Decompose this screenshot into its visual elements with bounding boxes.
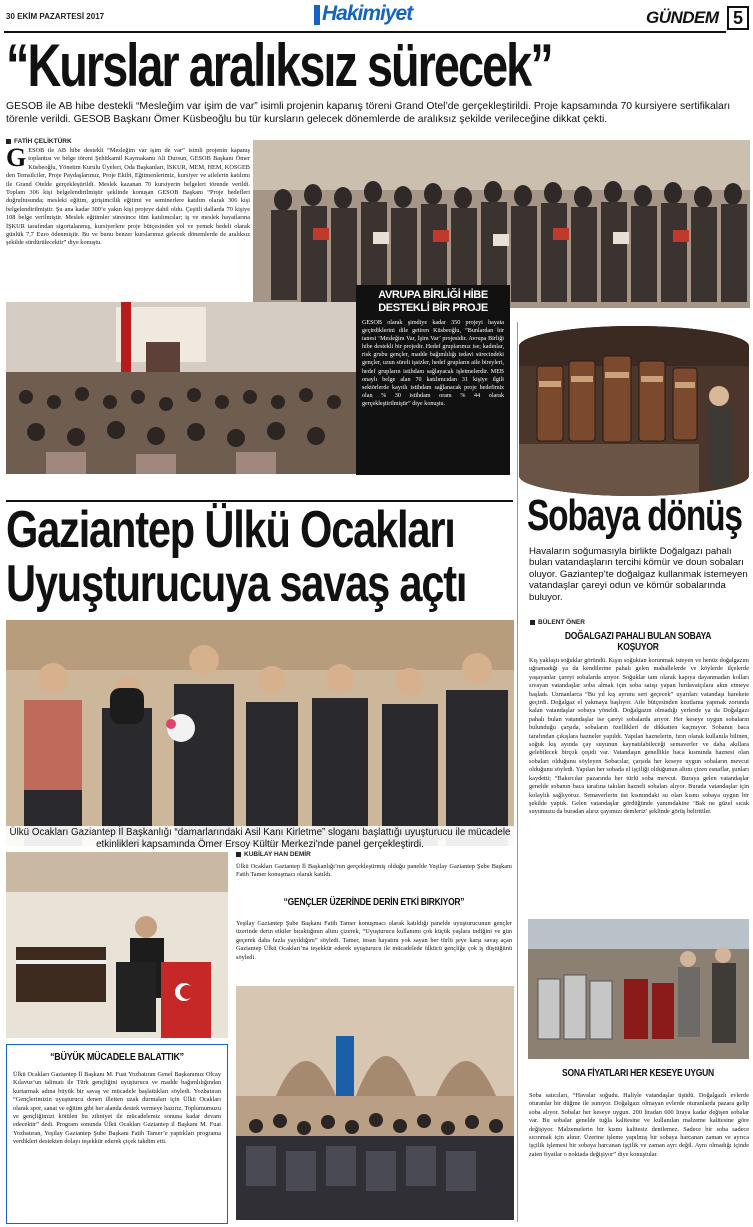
eu-box-body: GESOB olarak şimdiye kadar 350 projeyi hayata geçirdiklerini dile getiren Küsbeoğlu, “Bunlardan bir tanesi ‘Mesleğim Var, İşim Var’ projesidir. Avrupa Birliği hibe destekli bir projedir. Hedef gruplarımız ise; kadınlar, risk grubu gençler, madde bağımlılığı tedavi sürecindeki gençler, uzun süreli işsizler, hedef grupların aile bireyleri, hedef grupların istihdam sağlayacak işletmelerdir. MEB onaylı belge alan 70 katılımcıdan 31 kişiye ilgili sektörlerde kayıtlı istihdam sağlanacak proje hedefimiz olan % 30 istihdam oranı % 44 olarak gerçekleştirilmiştir” diye konuştu. [362, 320, 504, 407]
stoves-photo-illustration [519, 326, 749, 496]
eu-box-title: AVRUPA BİRLİĞİ HİBE DESTEKLİ BİR PROJE [378, 289, 488, 314]
newspaper-logo [314, 2, 418, 28]
big-fight-box-body: Ülkü Ocakları Gaziantep İl Başkanı M. Fuat Yozbatıran Genel Başkanımız Olcay Kılavuz’un talimatı ile Türk gençliğini uyuşturucu ve madde bağımlılığından kurtarmak adına büyük bir savaş ve mücadele başlattıkları söyledi. Yozbatıran “Gençlerimizin uyuşturucu denen illetten uzak durmaları için Ülkü Ocakları olarak spor, sanat ve eğitim gibi her alanda destek vermeye hazırız. Toplumumuzu ve gençliğimizi kötülen bu zihniyet ile mücadelemiz sonuna kadar devam edecektir” dedi. Program sonunda Ülkü Ocakları Gaziantep il Başkanı M. Fuat Yozbatıran, Yeşilay Gaziantep Şube Başkanı Fatih Tamer’e yaptıkları programa verdikleri destekten dolayı teşekkür ederek çiçek takdim etti. [13, 1071, 221, 1146]
story2-subhead: “GENÇLER ÜZERİNDE DERİN ETKİ BIRKIYOR” [283, 897, 465, 908]
story3-byline: BÜLENT ÖNER [530, 619, 585, 626]
stove-market-photo-illustration [528, 919, 749, 1059]
panel-speakers-photo [6, 620, 514, 846]
story2-caption: Ülkü Ocakları Gaziantep İl Başkanlığı “damarlarındaki Asil Kanı Kirletme” sloganı başlattığı uyuşturucu ile mücadele etkinlikleri kapsamında Ömer Ersoy Kültür Merkezi’nde panel gerçekleştirdi. [6, 826, 514, 851]
story3-body: Kış yaklaştı soğuklar göründü. Kışın soğuktan korunmak isteyen ve henüz doğalgazını uğramadığı ya da kendilerine pahalı gelen mahallelerde ve köylerde ilçelerde yaşayanlar çareyi sobalarda arıyor. Soğuklar tam olarak kapıya dayanmadan kolları sıvayan vatandaşlar soba almak için soba satışı yapan hırdavatçılara akın etmeye başladı. Uzmanlarca “Bu yıl kış ayrımı sert geçecek” uyarıları vatandaşı harekete geçirdi. Doğalgaz el yakmaya başlıyor. Aile bütçesinden kısıtlama yapmak zorunda kalan vatandaşlar sobaya yöneldi. Doğalgazın olmadığı yerlerde ya da Doğalgazı pahalı bulan vatandaşlar ise çareyi sobalarda arıyor. Her keseye uygun sobaların bulunduğu çarşıda, sobaların özellikleri de dikkatten kaçmıyor. Sobanın baca tarafından çıkışlara hazneler yapıldı. Yapılan haznelerin, fırın olarak kullanıla bilinen, soğuk kış ayında çay suyunun kaynatılabileceği semaverler ve daha akıllara gelebilecek birçok çeşidi var. Vatandaşın genellikle baca kısmında haznesi olan sobaları olduğunu söyleyen Sobacılar, çarşıda her keseye uygun sobaların mevcut olduğunu söyledi. Yapılan her sobada el işçiliği olduğunun altını çizen esnaflar, şunları kaydetti; “Bakırcılar pazarında her türlü soba mevcut. Buraya gelen vatandaşlar genelde sobanın baca tarafına takılan hazneli sobaları alıyor. Burada vatandaşlar için kolaylık sağlıyoruz. Semaverlerin üst kısmındaki su olan kısmı sobaya uygun bir şekilde yaptık. Gelen vatandaşlar gördüğünde yanımdakine ‘Bak ne güzel sıcak suyumuzu da buradan alırız çayımızı demleriz’ şeklinde görüş belirttiler. [529, 657, 749, 816]
story3-headline: Sobaya dönüş [527, 492, 742, 540]
audience-photo [6, 302, 356, 474]
story3-subhead2: SONA FİYATLARI HER KESEYE UYGUN [562, 1068, 714, 1079]
speaker-podium-photo [6, 852, 228, 1038]
column-divider [517, 322, 518, 1222]
story3-body2: Soba satıcıları, “Havalar soğudu. Haliyle vatandaşlar üşüdü. Doğalgazlı evlerde oturanlar bir düğme ile ısınıyor. Doğalgazı olmayan evlerde oturanlarda pazara gelip soba alıyor. Sobalar her keseye uygun. 200 liradan 600 liraya kadar değişen sobalar var. Bu sobalar genelde tuğla kalitesine ve kullanılan malzeme kalitesine göre değişiyor. Malzemelerin bir kısmı kalitesiz denilemez. Sadece bir soba sadece sıcınmak için alınır. Üzerine işleme yapılmış bir sobaya harcanan zaman ve ayrıca işçilik işlemesi bir sobaya harcanan işçilik ve zaman ayrı değil. Aynı olmadığı içinde zaten fiyatlar o noktada değişiyor” diye konuştular. [529, 1092, 749, 1158]
stove-market-photo [528, 919, 749, 1059]
story1-deck: GESOB ile AB hibe destekli “Mesleğim var işim de var” isimli projenin kapanış töreni Grand Otel’de gerçekleştirildi. Proje kapsamında 70 kursiyere sertifikaları törenle verildi. GESOB Başkanı Ömer Küsbeoğlu bu tür kursların gelecek dönemlerde de aralıksız şekilde verileceğine dikkat çekti. [6, 101, 731, 125]
byline-square-icon [6, 139, 11, 144]
byline-square-icon [530, 620, 535, 625]
logo-bar-icon [314, 5, 320, 25]
stoves-photo [519, 326, 749, 496]
eu-project-box [356, 285, 510, 475]
panel-speakers-photo-illustration [6, 620, 514, 846]
story2-intro: Ülkü Ocakları Gaziantep İl Başkanlığı’nın gerçekleştirmiş olduğu panelde Yeşilay Gaziantep Şube Başkanı Fatih Tamer konuşmacı olarak katıldı. [236, 863, 512, 879]
story3-deck: Havaların soğumasıyla birlikte Doğalgazı pahalı bulan vatandaşların tercihi kömür ve doun sobaları oluyor. Gaziantep’te doğalgaz kullanmak istemeyen vatandaşlar çareyi odun ve kömür sobalarında buluyor. [529, 546, 748, 603]
dropcap: G [6, 147, 27, 172]
story2-top-rule [6, 500, 513, 502]
story1-body: G ESOB ile AB hibe destekli “Mesleğim var işim de var” isimli projenin kapanış toplantısı ve belge töreni Şehitkamil Kaymakamı Ali Dursun, GESOB Başkanı Ömer Küsbeoğlu, Yönetim Kurulu Üyeleri, Oda Başkanları, İSKUR, MEM, HEM, KOSGEB den Temsilciler, Proje Paydaşlarımız, Proje Ekibi, Eğitmenlerimiz, kursiyer ve ailelerin katılımı ile Grand Otelde gerçekleştirildi. Meslek kazanan 70 kursiyerin belgeleri törende verildi. Toplam 306 kişi belgelendirilmiştir şeklinde konuşan GESOB Başkanı “Proje hedefleri doğrultusunda; mesleki eğitim, girişimcilik eğitimi ve seminerlere katılım olarak 306 kişi belgelendirilmiştir. Şu ana kadar 300’e yakın kişi projeye dahil oldu. Çeşitli dallarda 70 kişiye 108 belge verilmiştir. Meslek eğitimler süresince tüm katılımcılar; iş ve meslek hayatlarına İŞKUR tarafından sigortalanmış, kursiyerlere proje bütçesinden yol ve yemek bedeli olarak günlük 7,7 Euro ödenmiştir. Bu ve bunu benzer kurslarımız gelecek dönemlerde de aralıksız şekilde sürdürülecektir” diye konuştu. [6, 147, 250, 247]
page-number: 5 [732, 8, 743, 28]
section-label: GÜNDEM [646, 8, 719, 27]
logo-text: Hakimiyet [322, 2, 413, 25]
byline-square-icon [236, 852, 241, 857]
story2-headline: Gaziantep Ülkü Ocakları Uyuşturucuya savaş açtı [6, 503, 467, 613]
issue-date: 30 EKİM PAZARTESİ 2017 [6, 12, 105, 21]
speaker-podium-photo-illustration [6, 852, 228, 1038]
story1-headline: “Kurslar aralıksız sürecek” [6, 34, 552, 98]
header-rule [4, 31, 726, 33]
big-fight-box-title: “BÜYÜK MÜCADELE BALATTIK” [50, 1051, 184, 1063]
story1-byline: FATİH ÇELİKTÜRK [6, 138, 72, 145]
story2-body: Yeşilay Gaziantep Şube Başkanı Fatih Tamer konuşmacı olarak katıldığı panelde uyuşturucunun gençler üzerinde derin etkiler bıraktığının altını çizerek, “Uyuşturucu kullanımı çok küçük yaşlara indiğini ve gün geçerek daha fazla yayıldığını” söyledi. Tamer, insan hayatını yok sayan her türlü şeye karşı savaş açan Gaziantep Ülkü Ocakları’na teşekkür ederek uyuşturucu ile mücadelede ülkücü gençliğe çok iş düştüğünü söyledi. [236, 920, 512, 961]
group-photo-illustration [253, 140, 750, 308]
panel-hall-photo-illustration [236, 986, 514, 1220]
panel-hall-photo [236, 986, 514, 1220]
group-photo [253, 140, 750, 308]
big-fight-box [6, 1044, 228, 1224]
story2-byline: KUBİLAY HAN DEMİR [236, 851, 311, 858]
page-header [0, 0, 753, 34]
audience-photo-illustration [6, 302, 356, 474]
story3-subhead: DOĞALGAZI PAHALI BULAN SOBAYA KOŞUYOR [564, 631, 712, 653]
page-number-badge [727, 6, 749, 30]
